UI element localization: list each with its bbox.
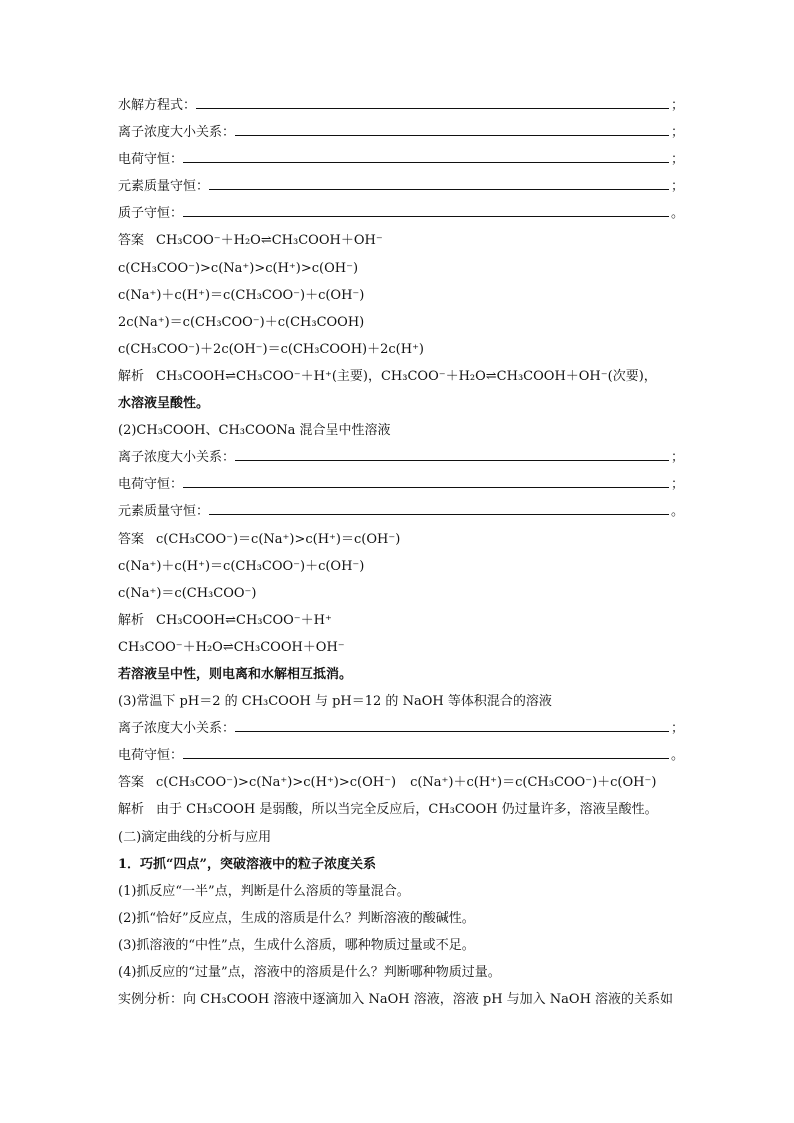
analysis-text: CH₃COOH⇌CH₃COO⁻＋H⁺(主要)，CH₃COO⁻＋H₂O⇌CH₃COOH＋OH⁻(次要)， (156, 368, 657, 384)
question-title: (2)CH₃COOH、CH₃COONa 混合呈中性溶液 (118, 423, 391, 439)
blank-line (118, 444, 684, 471)
answer-tag: 答案 (118, 531, 145, 547)
blank-line (118, 498, 684, 525)
answer-line (118, 336, 684, 363)
answer-tag: 答案 (118, 233, 145, 249)
answer-blank[interactable] (209, 175, 669, 190)
field-end: 。 (670, 504, 684, 520)
field-label: 离子浓度大小关系： (118, 125, 236, 141)
answer-text: c(Na⁺)＋c(H⁺)＝c(CH₃COO⁻)＋c(OH⁻) (410, 775, 657, 791)
answer-text: c(CH₃COO⁻)＝c(Na⁺)>c(H⁺)＝c(OH⁻) (156, 531, 401, 547)
answer-blank[interactable] (183, 202, 669, 217)
question-title: (3)常温下 pH＝2 的 CH₃COOH 与 pH＝12 的 NaOH 等体积混合的溶液 (118, 694, 552, 710)
field-end: 。 (670, 748, 684, 764)
answer-text: c(CH₃COO⁻)>c(Na⁺)>c(H⁺)>c(OH⁻) (118, 260, 359, 276)
field-end: ； (670, 179, 684, 195)
section-subheading: 1．巧抓“四点”，突破溶液中的粒子浓度关系 (118, 856, 377, 872)
field-label: 离子浓度大小关系： (118, 450, 236, 466)
blank-line (118, 715, 684, 742)
answer-blank[interactable] (183, 148, 669, 163)
list-item: (2)抓“恰好”反应点，生成的溶质是什么？判断溶液的酸碱性。 (118, 910, 475, 926)
list-item: (3)抓溶液的“中性”点，生成什么溶质，哪种物质过量或不足。 (118, 937, 475, 953)
answer-blank[interactable] (183, 473, 669, 488)
analysis-tag: 解析 (118, 368, 145, 384)
field-label: 水解方程式： (118, 98, 197, 113)
analysis-tag: 解析 (118, 802, 145, 818)
analysis-line (118, 607, 684, 634)
field-label: 电荷守恒： (118, 477, 184, 493)
answer-line (118, 309, 684, 336)
blank-line (118, 119, 684, 146)
blank-line (118, 200, 684, 227)
analysis-tag: 解析 (118, 612, 145, 628)
analysis-text: CH₃COO⁻＋H₂O⇌CH₃COOH＋OH⁻ (118, 639, 345, 655)
list-item: (4)抓反应的“过量”点，溶液中的溶质是什么？判断哪种物质过量。 (118, 965, 501, 980)
answer-line (118, 282, 684, 309)
field-label: 元素质量守恒： (118, 179, 210, 195)
answer-line (118, 580, 684, 607)
blank-line (118, 92, 684, 119)
answer-line (118, 526, 684, 553)
answer-line (118, 227, 684, 254)
analysis-text: 由于 CH₃COOH 是弱酸，所以当完全反应后，CH₃COOH 仍过量许多，溶液呈酸性。 (156, 802, 658, 818)
field-label: 电荷守恒： (118, 748, 184, 764)
answer-text: c(CH₃COO⁻)＋2c(OH⁻)＝c(CH₃COOH)＋2c(H⁺) (118, 341, 425, 357)
field-end: ； (670, 152, 684, 168)
analysis-line (118, 363, 684, 390)
answer-text: c(CH₃COO⁻)>c(Na⁺)>c(H⁺)>c(OH⁻) (156, 775, 397, 791)
answer-line (118, 769, 684, 796)
blank-line (118, 146, 684, 173)
example-line: 实例分析：向 CH₃COOH 溶液中逐滴加入 NaOH 溶液，溶液 pH 与加入 NaOH 溶液的关系如 (118, 992, 674, 1008)
answer-line (118, 255, 684, 282)
answer-blank[interactable] (196, 94, 669, 109)
field-end: ； (670, 721, 684, 737)
answer-blank[interactable] (235, 121, 669, 136)
field-end: ； (670, 477, 684, 493)
section-heading: (二)滴定曲线的分析与应用 (118, 829, 272, 845)
answer-line (118, 553, 684, 580)
document-page (118, 92, 684, 1013)
field-label: 质子守恒： (118, 206, 184, 222)
answer-text: c(Na⁺)＝c(CH₃COO⁻) (118, 585, 257, 601)
blank-line (118, 742, 684, 769)
answer-text: CH₃COO⁻＋H₂O⇌CH₃COOH＋OH⁻ (156, 233, 383, 249)
answer-blank[interactable] (209, 500, 669, 515)
answer-text: c(Na⁺)＋c(H⁺)＝c(CH₃COO⁻)＋c(OH⁻) (118, 287, 365, 303)
answer-blank[interactable] (235, 446, 669, 461)
field-end: 。 (670, 206, 684, 222)
blank-line (118, 173, 684, 200)
conclusion-line: 水溶液呈酸性。 (118, 396, 210, 412)
blank-line (118, 471, 684, 498)
field-end: ； (670, 98, 684, 113)
field-end: ； (670, 125, 684, 141)
analysis-line (118, 796, 684, 823)
field-end: ； (670, 450, 684, 466)
analysis-text: CH₃COOH⇌CH₃COO⁻＋H⁺ (156, 612, 332, 628)
field-label: 元素质量守恒： (118, 504, 210, 520)
conclusion-line: 若溶液呈中性，则电离和水解相互抵消。 (118, 666, 353, 682)
answer-text: 2c(Na⁺)＝c(CH₃COO⁻)＋c(CH₃COOH) (118, 314, 365, 330)
answer-blank[interactable] (235, 717, 669, 732)
answer-blank[interactable] (183, 744, 669, 759)
answer-text: c(Na⁺)＋c(H⁺)＝c(CH₃COO⁻)＋c(OH⁻) (118, 558, 365, 574)
list-item: (1)抓反应“一半”点，判断是什么溶质的等量混合。 (118, 883, 410, 899)
analysis-line (118, 634, 684, 661)
answer-tag: 答案 (118, 775, 145, 791)
field-label: 电荷守恒： (118, 152, 184, 168)
field-label: 离子浓度大小关系： (118, 721, 236, 737)
